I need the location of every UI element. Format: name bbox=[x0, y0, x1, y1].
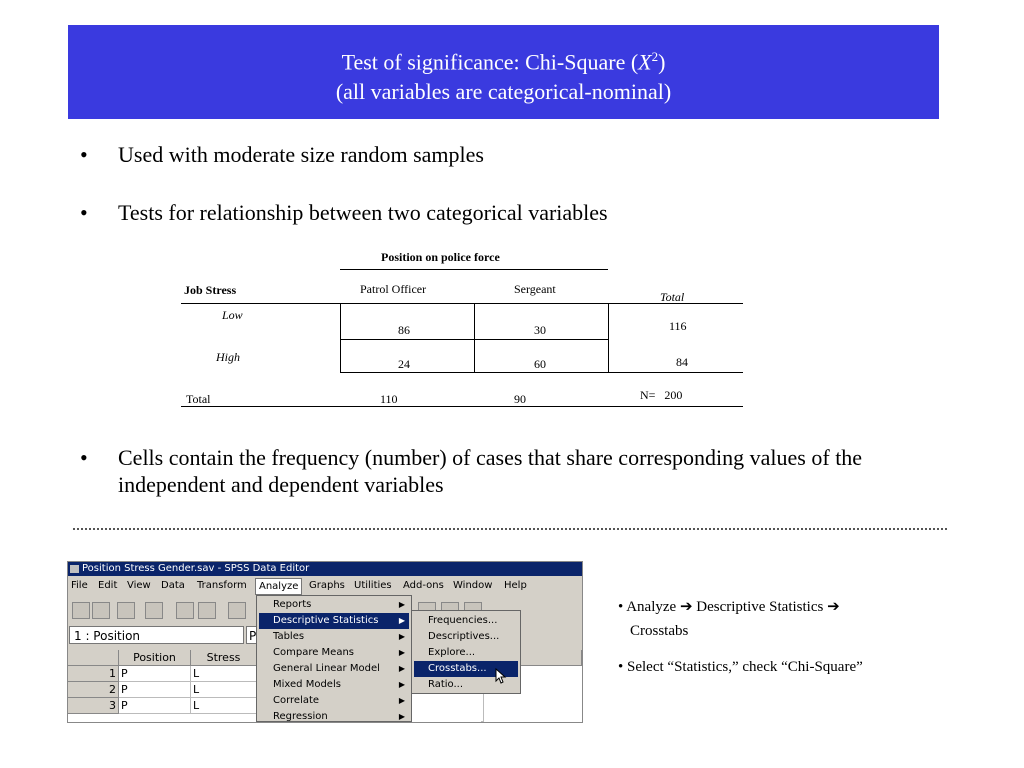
menubar bbox=[68, 577, 582, 595]
divider bbox=[340, 372, 743, 373]
print-icon[interactable] bbox=[117, 602, 135, 619]
bullet-item bbox=[80, 141, 780, 171]
column-header: Patrol Officer bbox=[360, 282, 427, 296]
bullet-item bbox=[80, 444, 960, 504]
cell-reference: 1 : Position bbox=[69, 626, 244, 644]
table-cell: 116 bbox=[669, 319, 687, 333]
divider bbox=[181, 406, 743, 407]
corner-header bbox=[68, 650, 119, 666]
table-group-header: Position on police force bbox=[381, 250, 500, 264]
table-cell: 90 bbox=[514, 392, 526, 406]
menu-help[interactable]: Help bbox=[504, 580, 527, 591]
submenu-arrow-icon: ▶ bbox=[398, 648, 405, 657]
divider bbox=[181, 303, 743, 304]
redo-icon[interactable] bbox=[198, 602, 216, 619]
table-cell[interactable]: P bbox=[119, 666, 191, 682]
divider bbox=[340, 269, 608, 270]
instruction-item: • Analyze ➔ Descriptive Statistics ➔ bbox=[618, 599, 840, 615]
submenu-arrow-icon: ▶ bbox=[398, 712, 405, 721]
title-line-2: (all variables are categorical-nominal) bbox=[335, 79, 672, 105]
column-header-position[interactable]: Position bbox=[119, 650, 191, 666]
submenu-arrow-icon: ▶ bbox=[398, 680, 405, 689]
menu-item-correlate[interactable]: Correlate ▶ bbox=[259, 693, 409, 709]
instruction-item: • Select “Statistics,” check “Chi-Square” bbox=[618, 659, 863, 675]
menu-data[interactable]: Data bbox=[161, 580, 185, 591]
table-cell[interactable]: L bbox=[191, 698, 257, 714]
open-icon[interactable] bbox=[72, 602, 90, 619]
bullet-marker: • bbox=[80, 142, 88, 167]
table-cell: 86 bbox=[398, 323, 410, 337]
menu-item-descriptives[interactable]: Descriptives... bbox=[428, 631, 500, 642]
menu-item-mixed-models[interactable]: Mixed Models ▶ bbox=[259, 677, 409, 693]
divider bbox=[608, 304, 609, 372]
menu-item-general-linear-model[interactable]: General Linear Model ▶ bbox=[259, 661, 409, 677]
submenu-arrow-icon: ▶ bbox=[398, 696, 405, 705]
save-icon[interactable] bbox=[92, 602, 110, 619]
total-column-header: Total bbox=[660, 290, 685, 304]
cell-value-editor[interactable]: P bbox=[246, 626, 260, 644]
menu-item-compare-means[interactable]: Compare Means ▶ bbox=[259, 645, 409, 661]
dotted-separator bbox=[73, 528, 947, 530]
bullet-text: Used with moderate size random samples bbox=[118, 142, 484, 167]
total-row-label: Total bbox=[186, 392, 211, 406]
grand-total: N= 200 bbox=[640, 388, 683, 402]
undo-icon[interactable] bbox=[176, 602, 194, 619]
column-header-stress[interactable]: Stress bbox=[191, 650, 257, 666]
menu-item-regression[interactable]: Regression ▶ bbox=[259, 709, 409, 723]
divider bbox=[340, 304, 341, 372]
menu-item-crosstabs[interactable]: Crosstabs... bbox=[414, 661, 518, 677]
bullet-marker: • bbox=[80, 445, 88, 470]
menu-item-frequencies[interactable]: Frequencies... bbox=[428, 615, 498, 626]
window-title: Position Stress Gender.sav - SPSS Data Editor bbox=[82, 563, 310, 574]
menu-item-descriptive-statistics[interactable]: Descriptive Statistics ▶ bbox=[259, 613, 409, 629]
menu-view[interactable]: View bbox=[127, 580, 151, 591]
table-cell: 60 bbox=[534, 357, 546, 371]
submenu-arrow-icon: ▶ bbox=[398, 616, 405, 625]
table-cell: 110 bbox=[380, 392, 398, 406]
table-cell[interactable]: P bbox=[119, 682, 191, 698]
row-number[interactable]: 3 bbox=[68, 698, 119, 714]
spss-screenshot bbox=[67, 561, 583, 723]
title-line-1: Test of significance: Chi-Square $(X^2)$ bbox=[341, 49, 666, 75]
table-cell[interactable]: L bbox=[191, 666, 257, 682]
menu-window[interactable]: Window bbox=[453, 580, 493, 591]
menu-utilities[interactable]: Utilities bbox=[354, 580, 392, 591]
row-number[interactable]: 2 bbox=[68, 682, 119, 698]
bullet-marker: • bbox=[80, 200, 88, 225]
app-icon bbox=[70, 565, 79, 573]
table-cell: 24 bbox=[398, 357, 410, 371]
submenu-arrow-icon: ▶ bbox=[398, 632, 405, 641]
window-titlebar bbox=[68, 562, 582, 576]
menu-file[interactable]: File bbox=[71, 580, 88, 591]
submenu-arrow-icon: ▶ bbox=[398, 600, 405, 609]
table-cell: 30 bbox=[534, 323, 546, 337]
table-cell: 84 bbox=[676, 355, 688, 369]
menu-item-reports[interactable]: Reports ▶ bbox=[259, 597, 409, 613]
row-label: High bbox=[216, 350, 240, 364]
column-header: Sergeant bbox=[514, 282, 556, 296]
menu-edit[interactable]: Edit bbox=[98, 580, 118, 591]
bullet-text: Cells contain the frequency (number) of cases that share corresponding values of the independent and dependent variables bbox=[118, 445, 863, 497]
arrow-right-icon: ➔ bbox=[827, 599, 840, 615]
instruction-item-continued: Crosstabs bbox=[630, 623, 689, 639]
mouse-cursor-icon bbox=[495, 668, 507, 684]
menu-item-tables[interactable]: Tables ▶ bbox=[259, 629, 409, 645]
table-cell[interactable]: L bbox=[191, 682, 257, 698]
menu-graphs[interactable]: Graphs bbox=[309, 580, 345, 591]
row-number[interactable]: 1 bbox=[68, 666, 119, 682]
menu-addons[interactable]: Add-ons bbox=[403, 580, 444, 591]
menu-analyze[interactable]: Analyze bbox=[255, 578, 302, 595]
slide-title bbox=[68, 25, 939, 119]
goto-chart-icon[interactable] bbox=[228, 602, 246, 619]
arrow-right-icon: ➔ bbox=[679, 599, 693, 615]
bullet-item bbox=[80, 199, 780, 229]
row-variable-label: Job Stress bbox=[184, 283, 237, 297]
dialog-recall-icon[interactable] bbox=[145, 602, 163, 619]
submenu-arrow-icon: ▶ bbox=[398, 664, 405, 673]
menu-item-ratio[interactable]: Ratio... bbox=[428, 679, 464, 690]
bullet-text: Tests for relationship between two categorical variables bbox=[118, 200, 608, 225]
analyze-menu bbox=[256, 595, 412, 722]
table-cell[interactable]: P bbox=[119, 698, 191, 714]
menu-transform[interactable]: Transform bbox=[197, 580, 247, 591]
divider bbox=[474, 304, 475, 372]
row-label: Low bbox=[222, 308, 243, 322]
menu-item-explore[interactable]: Explore... bbox=[428, 647, 476, 658]
